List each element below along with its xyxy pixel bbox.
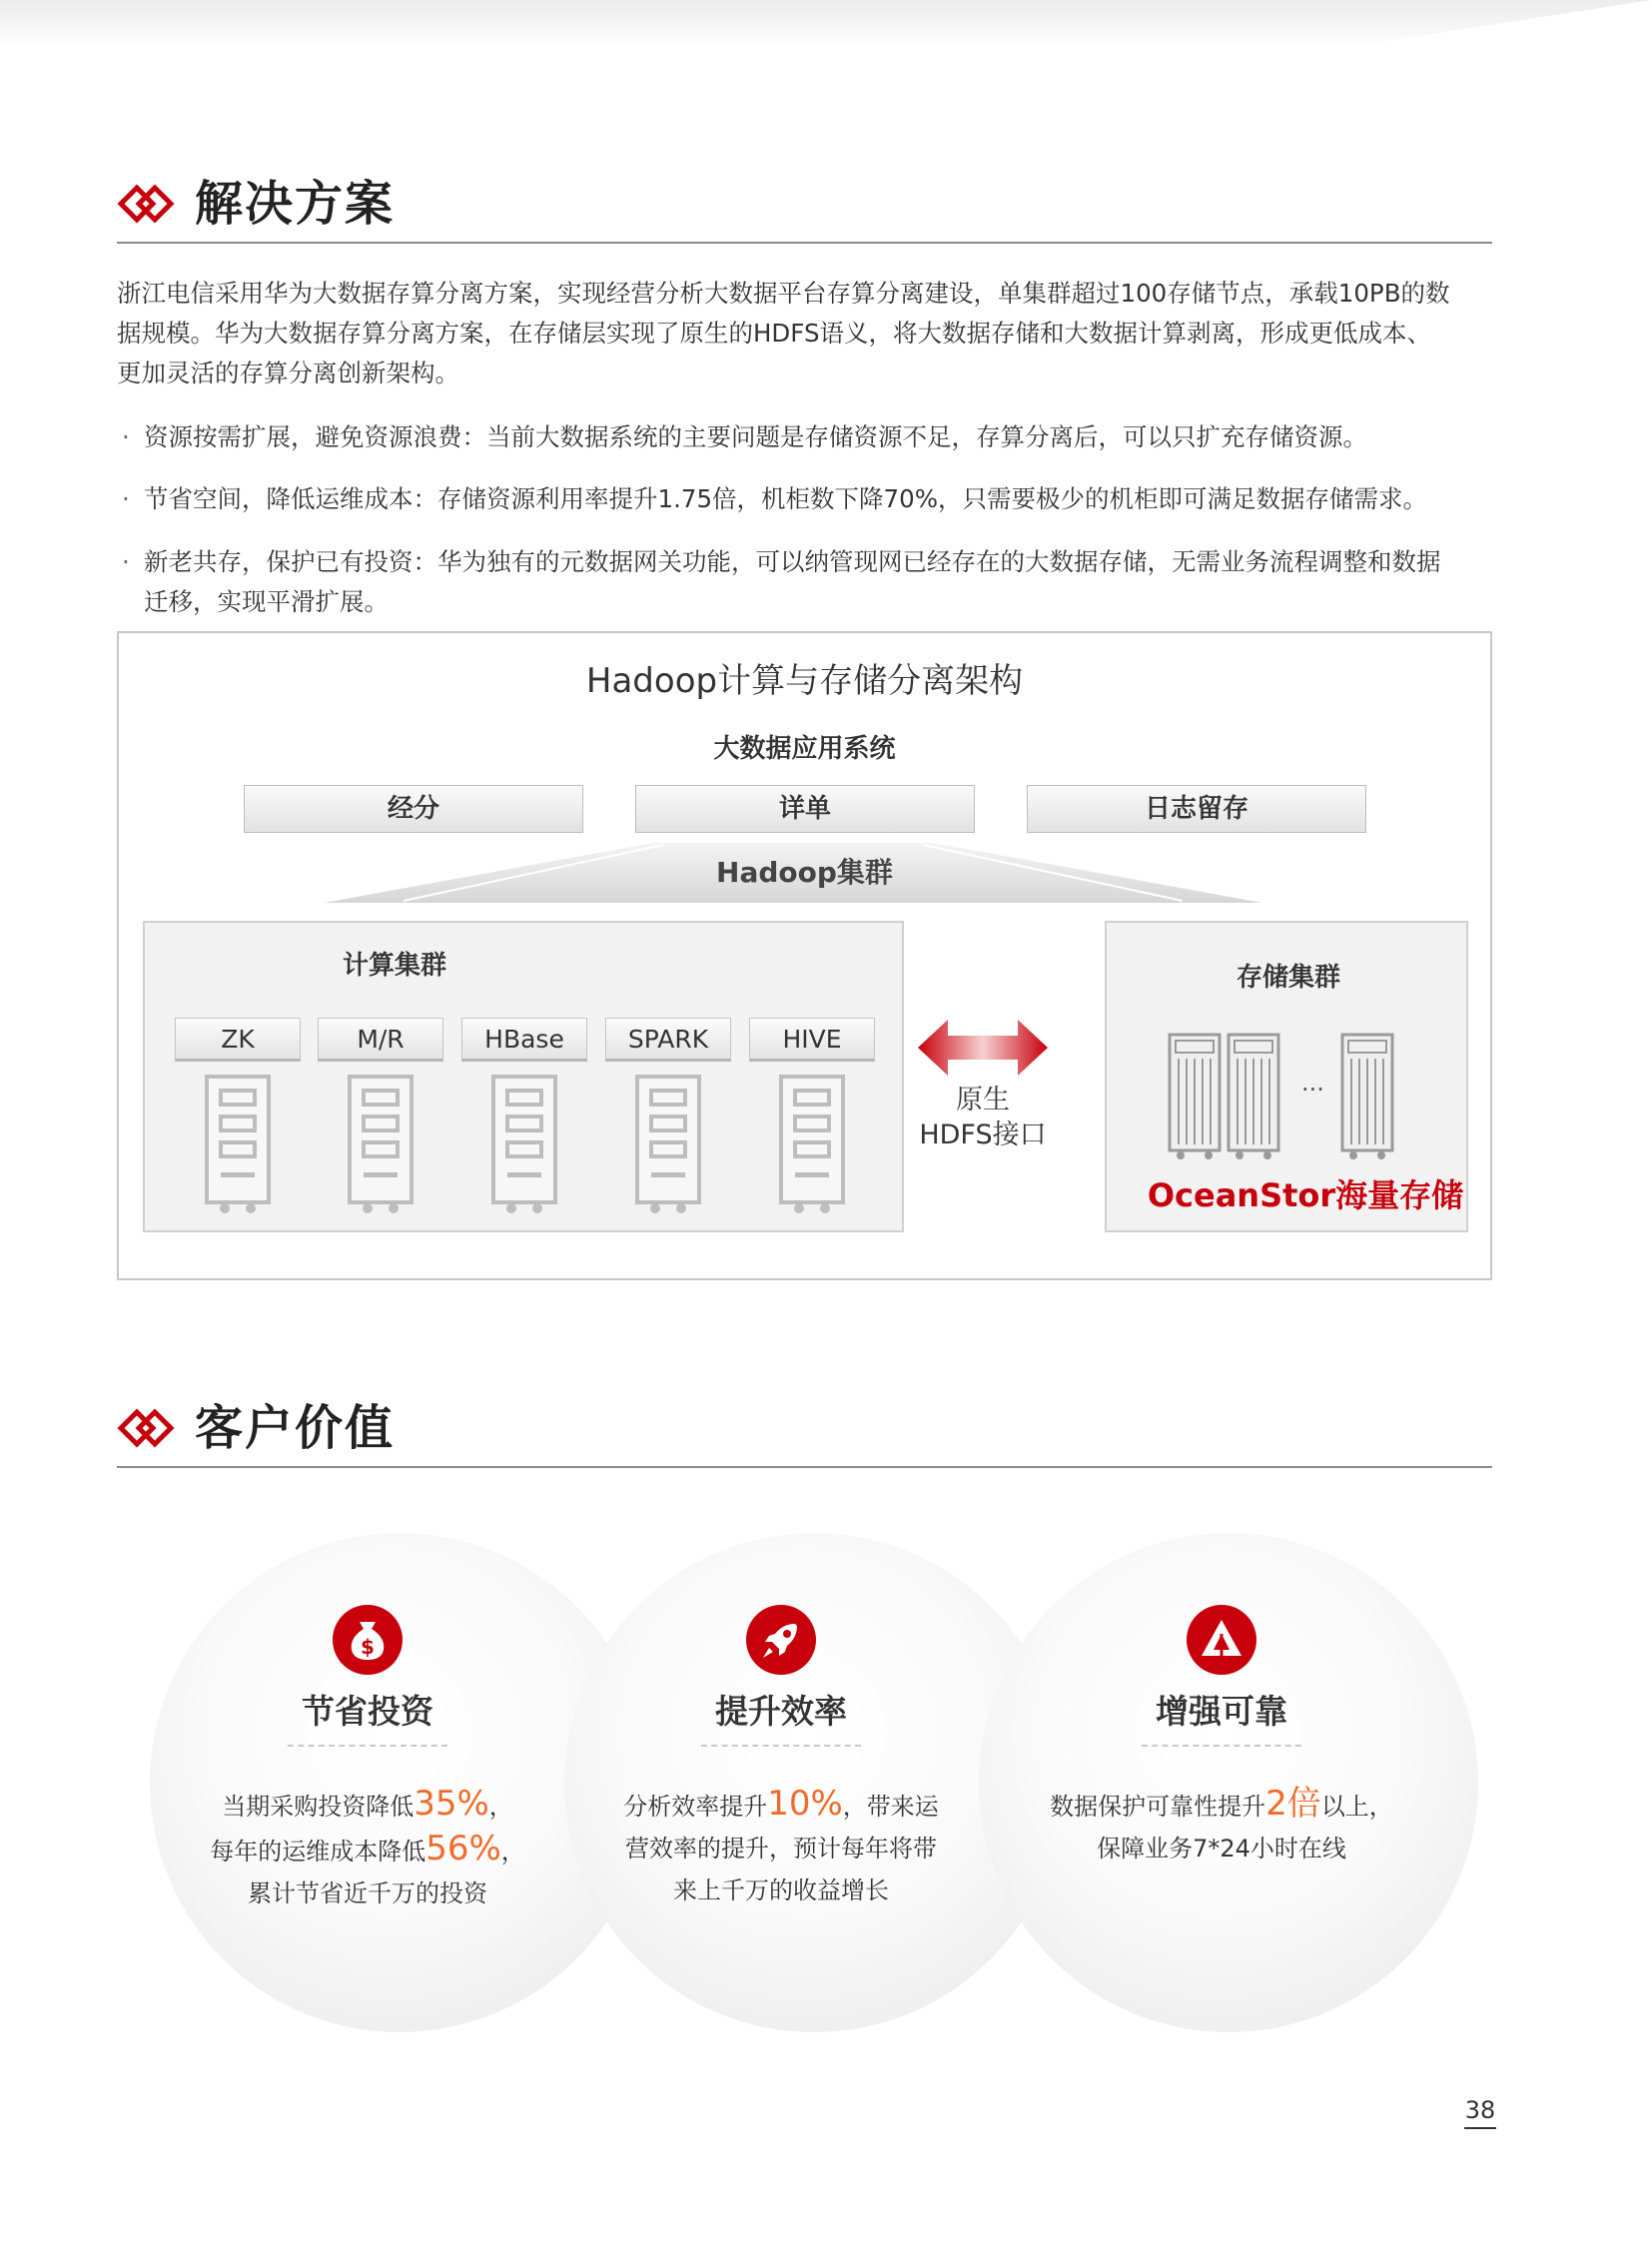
triangle-shield-icon (1186, 1604, 1257, 1676)
value-number: 2倍 (1265, 1784, 1321, 1824)
value-line-text: 数据保护可靠性提升 (1050, 1793, 1266, 1821)
bullet-text: 迁移，实现平滑扩展。 (144, 587, 389, 616)
value-line-text: 当期采购投资降低 (222, 1793, 414, 1821)
component-spark: SPARK (605, 1018, 731, 1062)
bidirectional-arrow-icon (918, 1018, 1048, 1078)
component-hive: HIVE (749, 1018, 875, 1062)
value-text (188, 1783, 547, 1914)
server-rack-icon (203, 1075, 273, 1216)
svg-text:$: $ (361, 1635, 375, 1659)
value-line (1022, 1783, 1421, 1828)
oceanstor-label: OceanStor海量存储 (1147, 1176, 1464, 1214)
component-zk: ZK (175, 1018, 301, 1062)
bullet-text: 节省空间，降低运维成本：存储资源利用率提升1.75倍，机柜数下降70%，只需要极少的机柜即可满足数据存储需求。 (144, 484, 1428, 513)
architecture-diagram (117, 631, 1492, 1280)
value-title: 增强可靠 (1156, 1692, 1287, 1731)
storage-rack-icon (1339, 1033, 1395, 1160)
rocket-icon (745, 1604, 817, 1676)
value-title: 节省投资 (302, 1692, 433, 1731)
hdfs-label-line: 原生 (956, 1085, 1010, 1116)
top-decorative-band (0, 0, 1652, 46)
compute-cluster-title: 计算集群 (342, 951, 446, 981)
value-line (601, 1783, 961, 1828)
compute-cluster-panel (143, 921, 904, 1232)
value-number: 56% (425, 1829, 501, 1868)
storage-cluster-title: 存储集群 (1236, 963, 1340, 993)
value-text (601, 1783, 961, 1911)
server-rack-icon (489, 1075, 559, 1216)
value-heading: 客户价值 (195, 1400, 396, 1456)
money-bag-icon (332, 1604, 404, 1676)
value-divider (288, 1745, 447, 1747)
server-rack-icon (346, 1075, 415, 1216)
hdfs-interface-label (878, 1083, 1088, 1152)
value-line (188, 1783, 547, 1828)
bullet-dot: · (122, 547, 130, 576)
intro-line: 更加灵活的存算分离创新架构。 (117, 359, 459, 387)
bullet-dot: · (122, 484, 130, 513)
storage-ellipsis: ... (1301, 1069, 1324, 1097)
server-rack-icon (633, 1075, 703, 1216)
solution-section-header (117, 172, 1492, 244)
value-line-text: 每年的运维成本降低 (210, 1838, 426, 1866)
component-mr: M/R (318, 1018, 443, 1062)
component-hbase: HBase (461, 1018, 587, 1062)
app-box-rizhi: 日志留存 (1027, 785, 1366, 833)
value-line: 保障业务7*24小时在线 (1097, 1835, 1346, 1863)
app-box-jingfen: 经分 (244, 785, 583, 833)
diamond-logo-icon (117, 182, 177, 226)
page-number: 38 (1464, 2093, 1496, 2129)
bullet-text: 资源按需扩展，避免资源浪费：当前大数据系统的主要问题是存储资源不足，存算分离后，可以只扩充存储资源。 (144, 422, 1367, 451)
hadoop-cluster-label: Hadoop集群 (716, 856, 893, 889)
value-line-text: 以上， (1320, 1793, 1393, 1821)
solution-heading: 解决方案 (195, 176, 396, 232)
value-line (188, 1828, 547, 1872)
intro-line: 浙江电信采用华为大数据存算分离方案，实现经营分析大数据平台存算分离建设，单集群超过100存储节点，承载10PB的数 (117, 279, 1450, 308)
intro-line: 据规模。华为大数据存算分离方案，在存储层实现了原生的HDFS语义，将大数据存储和大数据计算剥离，形成更低成本、 (117, 319, 1431, 348)
diamond-logo-icon (117, 1406, 177, 1450)
value-text (1022, 1783, 1421, 1869)
solution-bullet (122, 479, 1500, 519)
solution-bullet (122, 417, 1500, 457)
value-line: 累计节省近千万的投资 (248, 1879, 487, 1907)
storage-rack-icon (1226, 1033, 1281, 1160)
value-divider (1142, 1745, 1301, 1747)
value-line-text: ， (488, 1793, 513, 1821)
app-box-xiangdan: 详单 (635, 785, 975, 833)
value-line-text: 分析效率提升 (623, 1793, 768, 1821)
solution-bullet (122, 542, 1500, 622)
apps-title: 大数据应用系统 (713, 734, 896, 764)
solution-intro (117, 274, 1495, 393)
value-line-text: ， (500, 1838, 525, 1866)
diagram-title: Hadoop计算与存储分离架构 (585, 661, 1024, 701)
server-rack-icon (777, 1075, 847, 1216)
value-title: 提升效率 (715, 1692, 847, 1731)
value-number: 10% (767, 1784, 843, 1824)
value-line-text: ，带来运 (842, 1793, 939, 1821)
value-line: 来上千万的收益增长 (673, 1876, 889, 1904)
storage-rack-icon (1167, 1033, 1223, 1160)
bullet-text: 新老共存，保护已有投资：华为独有的元数据网关功能，可以纳管现网已经存在的大数据存储，无需业务流程调整和数据 (144, 547, 1441, 576)
value-line: 营效率的提升，预计每年将带 (625, 1835, 937, 1863)
value-section-header (117, 1396, 1492, 1468)
value-number: 35% (413, 1784, 489, 1824)
hdfs-label-line: HDFS接口 (919, 1120, 1047, 1150)
value-divider (701, 1745, 861, 1747)
bullet-dot: · (122, 422, 130, 451)
